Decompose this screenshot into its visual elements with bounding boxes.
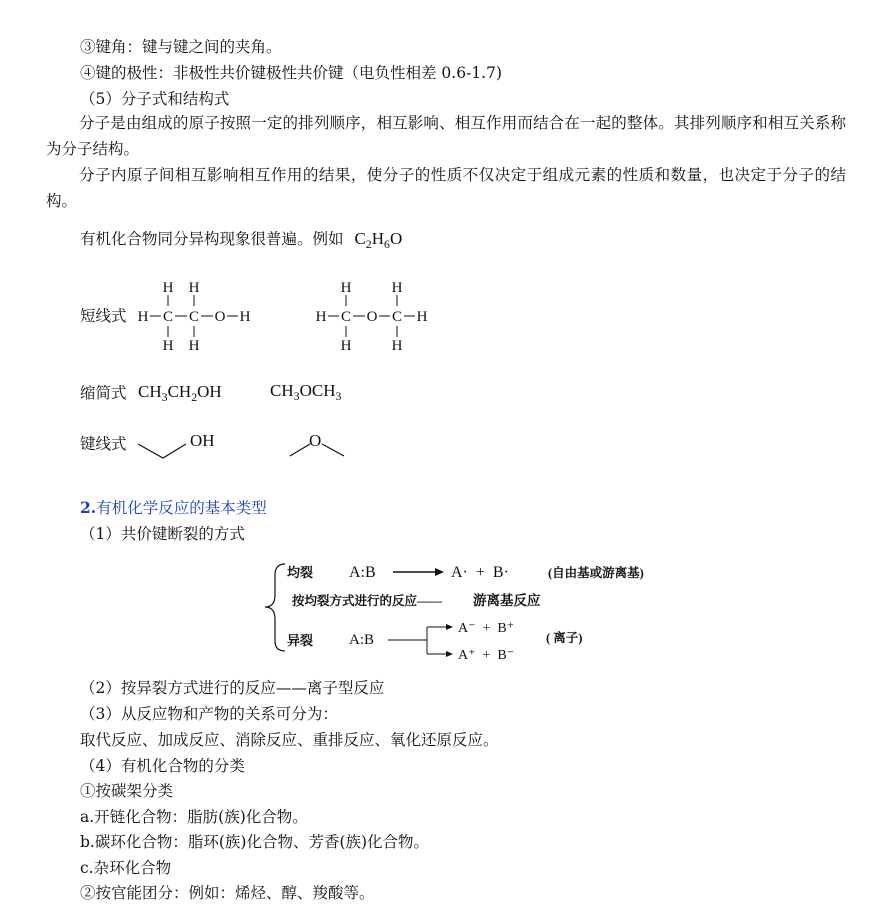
reaction-types: 取代反应、加成反应、消除反应、重排反应、氧化还原反应。 [80, 731, 499, 749]
ether-skeleton-left [290, 444, 310, 456]
heterolysis-label: 异裂 [287, 634, 314, 649]
atom: O [214, 309, 226, 325]
ethanol-condensed: $CH_3CH_2OH$ [138, 382, 222, 404]
atom: C [391, 309, 403, 325]
carbocyclic: b.碳环化合物：脂环(族)化合物、芳香(族)化合物。 [80, 833, 430, 851]
relation-title: （3）从反应物和产物的关系可分为： [80, 705, 338, 723]
atom: H [162, 280, 174, 296]
ether-skeleton-right [322, 444, 344, 456]
ethanol-structure [138, 280, 251, 354]
ether-condensed: $CH_3OCH_3$ [270, 381, 342, 403]
molecule-structure-paragraph: 分子是由组成的原子按照一定的排列顺序，相互影响、相互作用而结合在一起的整体。其排列顺序和相互关系称为分子结构。 [46, 114, 846, 158]
atom: H [340, 280, 352, 296]
homolysis-arrowhead [435, 568, 444, 576]
heterolysis-reactant: A:B [349, 632, 375, 648]
atom: C [162, 309, 174, 325]
ether-o: O [309, 431, 322, 450]
atom: C [188, 309, 200, 325]
section2-number: 2. [80, 498, 97, 517]
open-chain: a.开链化合物：脂肪(族)化合物。 [80, 808, 308, 826]
isomer-intro [80, 229, 402, 249]
atom: H [416, 309, 428, 325]
heterolysis-products-2: A⁺ + B⁻ [458, 648, 515, 663]
by-functional-group: ②按官能团分：例如：烯烃、醇、羧酸等。 [80, 884, 375, 902]
bond-polarity-line: ④键的极性：非极性共价键极性共价键（电负性相差 0.6-1.7) [80, 64, 503, 82]
homolysis-reaction-name: 游离基反应 [473, 593, 541, 608]
homolysis-reactant: A:B [349, 564, 376, 581]
bond-angle-line: ③键角：键与键之间的夹角。 [80, 38, 282, 56]
homolysis-label: 均裂 [287, 566, 314, 581]
homolysis-note: (自由基或游离基) [548, 566, 644, 580]
atom: H [391, 280, 403, 296]
homolysis-products: A· + B· [451, 564, 509, 581]
atom: C [340, 309, 352, 325]
heterolysis-products-1: A⁻ + B⁺ [458, 621, 515, 636]
heterolysis-reaction-line: （2）按异裂方式进行的反应——离子型反应 [80, 679, 385, 697]
cleavage-diagram [255, 555, 685, 670]
isomer-intro-text: 有机化合物同分异构现象很普遍。例如 [80, 230, 344, 248]
molecular-formula: $C_2H_6O$ [354, 229, 403, 251]
ether-structure [316, 280, 428, 354]
section2-heading [80, 498, 267, 518]
atom: H [239, 309, 251, 325]
heterolysis-arrowhead-bottom [446, 651, 453, 657]
skeletal-formulas [130, 422, 370, 467]
atom: H [188, 338, 200, 354]
skeletal-label: 键线式 [80, 435, 127, 453]
atom: H [391, 338, 403, 354]
section2-title: 有机化学反应的基本类型 [96, 499, 267, 517]
structural-formulas [0, 270, 891, 360]
homolysis-reaction-prefix: 按均裂方式进行的反应—— [292, 594, 443, 608]
ethanol-skeleton [138, 444, 186, 458]
heterocyclic: c.杂环化合物 [80, 859, 172, 877]
heterolysis-note: ( 离子) [546, 631, 583, 645]
classification-title: （4）有机化合物的分类 [80, 757, 245, 775]
molecule-property-paragraph: 分子内原子间相互影响相互作用的结果，使分子的性质不仅决定于组成元素的性质和数量，也决定于分子的结构。 [46, 166, 846, 210]
atom: H [162, 338, 174, 354]
cleavage-title: （1）共价键断裂的方式 [80, 525, 245, 543]
section5-title: （5）分子式和结构式 [80, 90, 230, 108]
atom: H [340, 338, 352, 354]
ethanol-oh: OH [190, 431, 215, 450]
short-line-label: 短线式 [80, 307, 127, 325]
brace [265, 564, 285, 651]
heterolysis-arrowhead-top [446, 624, 453, 630]
atom: O [366, 309, 378, 325]
atom: H [188, 280, 200, 296]
atom: H [137, 309, 149, 325]
condensed-label: 缩简式 [80, 384, 127, 402]
by-skeleton: ①按碳架分类 [80, 782, 174, 800]
atom: H [315, 309, 327, 325]
